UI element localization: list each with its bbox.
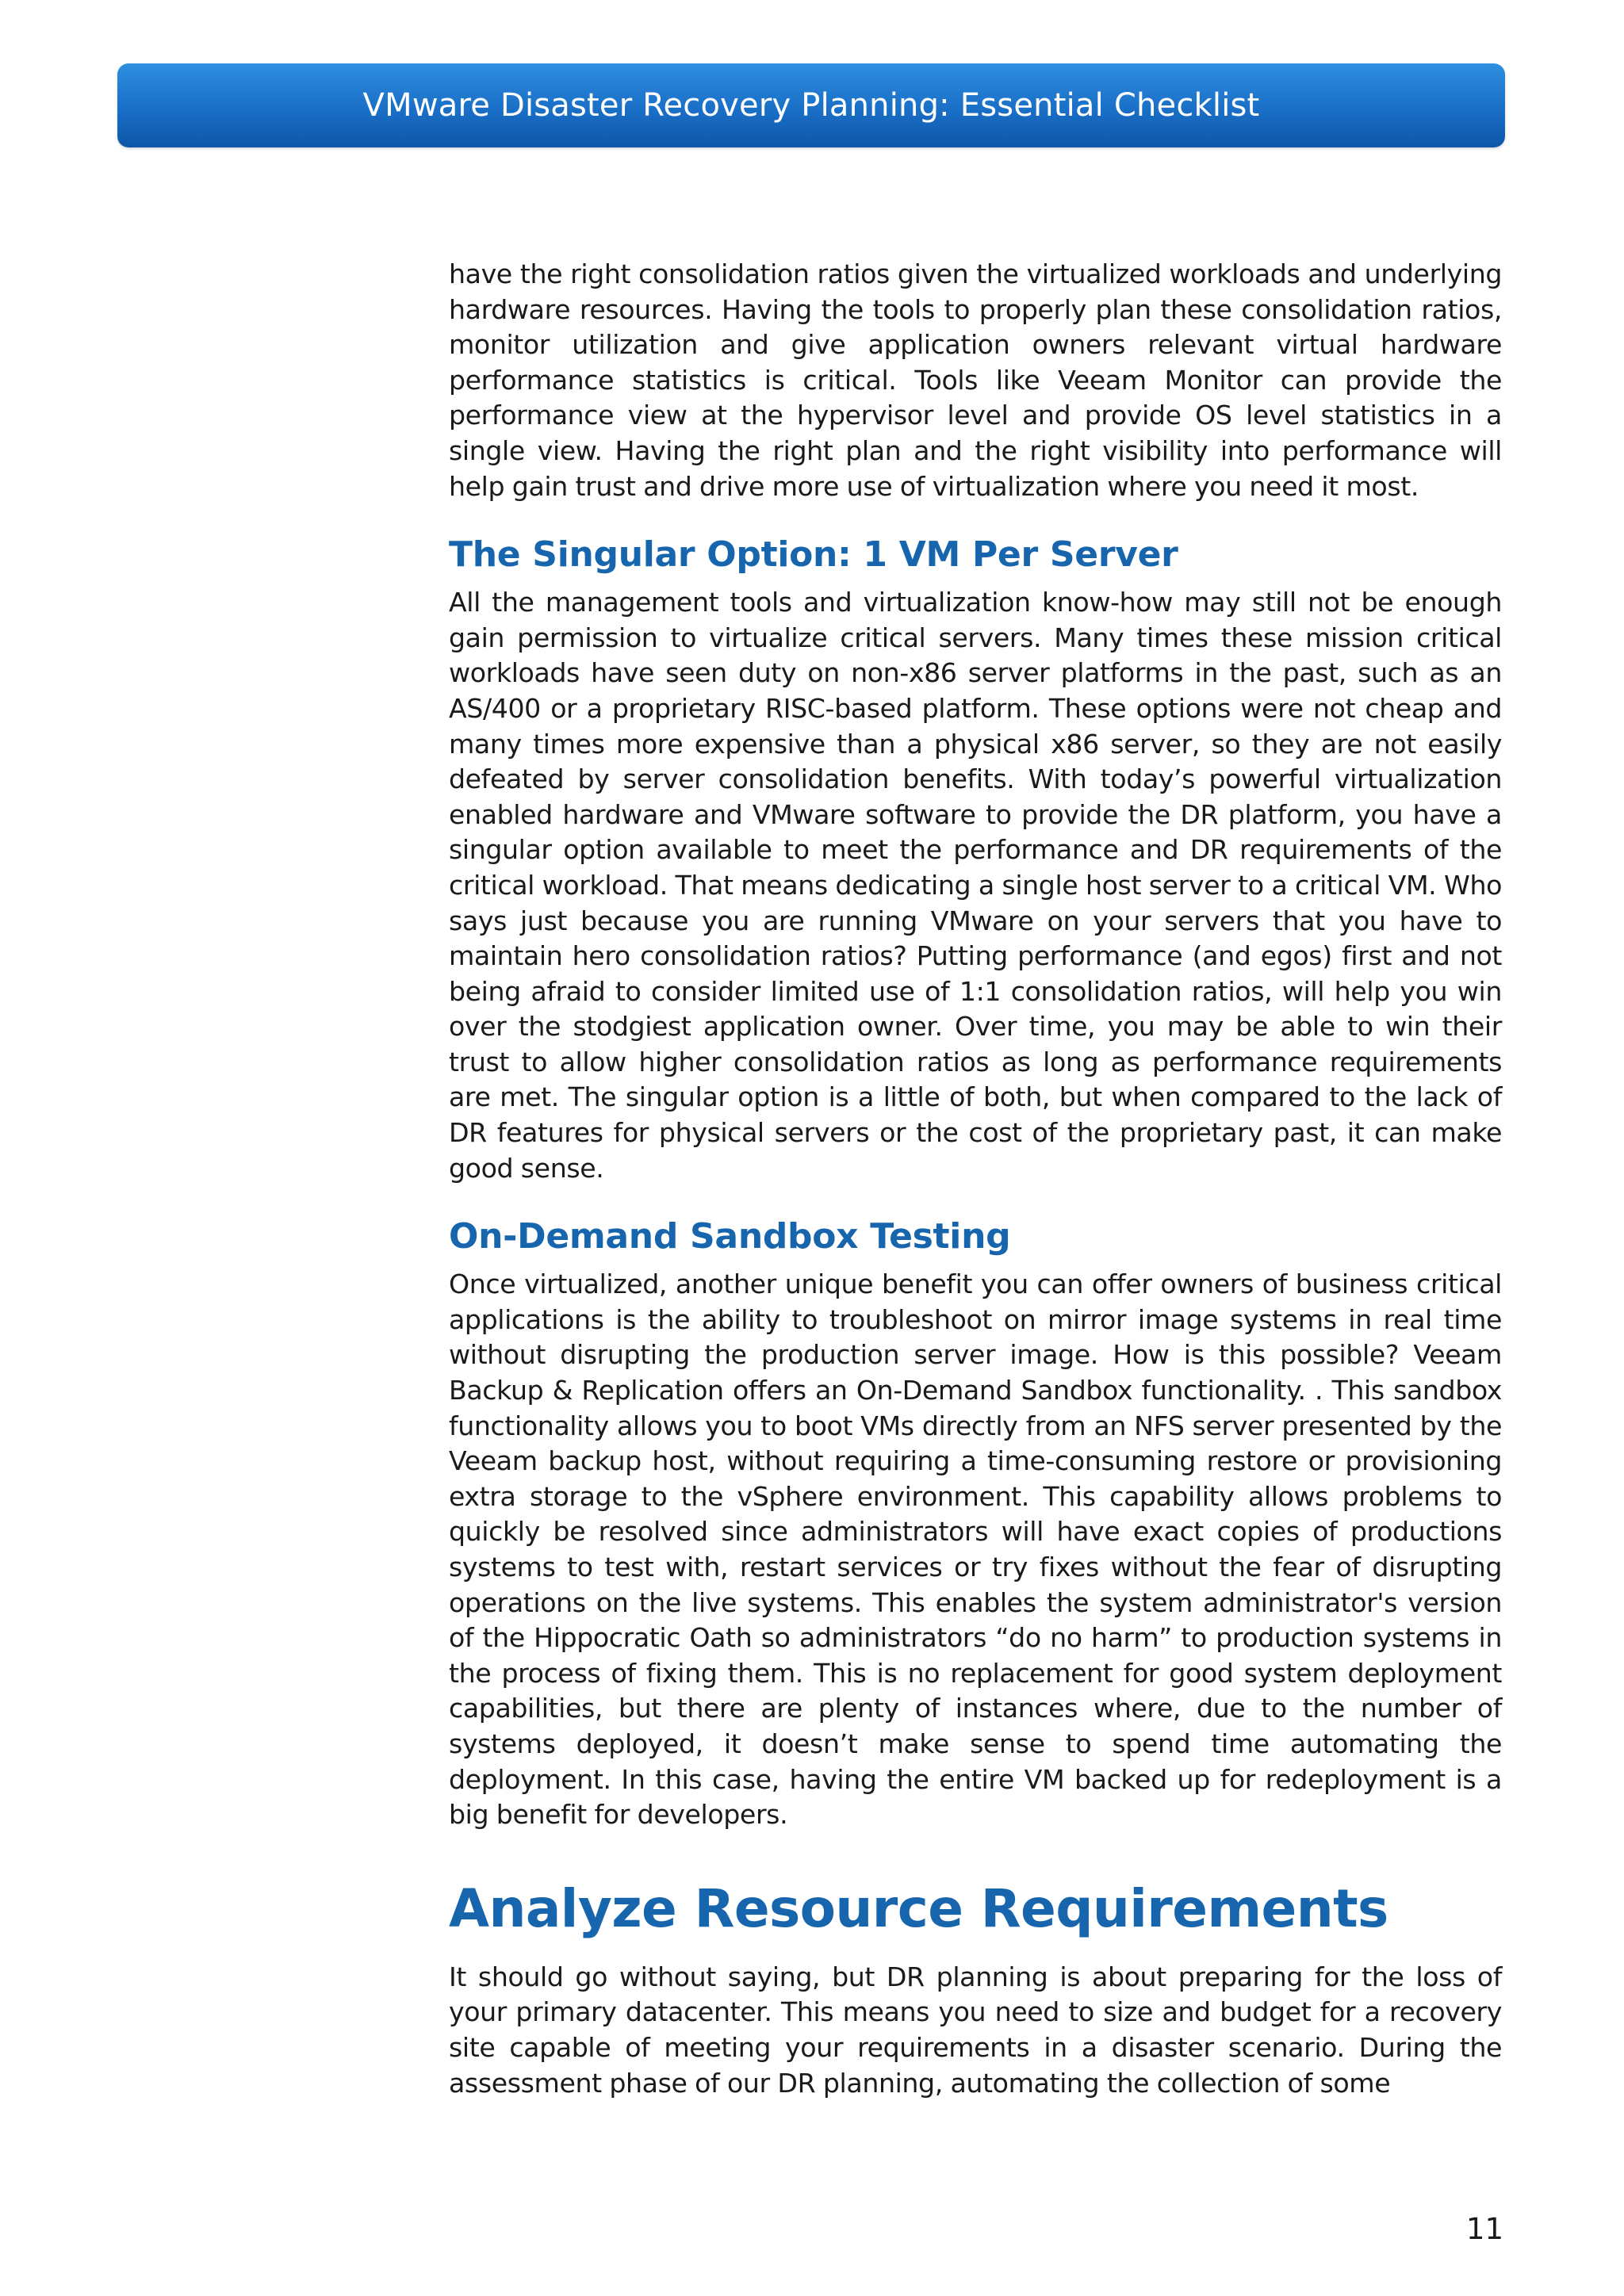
intro-paragraph: have the right consolidation ratios given the virtualized workloads and underlying hardware resources. Having the tools to properly plan these consolidation ratios, monitor utilization and give application owners relevant virtual hardware performance statistics is critical. Tools like Veeam Monitor can provide the performance view at the hypervisor level and provide OS level statistics in a single view. Having the right plan and the right visibility into performance will help gain trust and drive more use of virtualization where you need it most. (449, 258, 1502, 502)
section-heading-singular-option: The Singular Option: 1 VM Per Server (449, 534, 1178, 576)
section-body-analyze-resources: It should go without saying, but DR planning is about preparing for the loss of your primary datacenter. This means you need to size and budget for a recovery site capable of meeting your requirements in a disaster scenario. During the assessment phase of our DR planning, automating the collection of some (449, 1961, 1502, 2099)
header-title: VMware Disaster Recovery Planning: Essential Checklist (362, 87, 1260, 124)
section-heading-analyze-resources: Analyze Resource Requirements (449, 1877, 1388, 1939)
section-body-sandbox-testing: Once virtualized, another unique benefit you can offer owners of business critical applications is the ability to troubleshoot on mirror image systems in real time without disrupting the production server image. How is this possible? Veeam Backup & Replication offers an On-Demand Sandbox functionality. . This sandbox functionality allows you to boot VMs directly from an NFS server presented by the Veeam backup host, without requiring a time-consuming restore or provisioning extra storage to the vSphere environment. This capability allows problems to quickly be resolved since administrators will have exact copies of productions systems to test with, restart services or try fixes without the fear of disrupting operations on the live systems. This enables the system administrator's version of the Hippocratic Oath so administrators “do no harm” to production systems in the process of fixing them. This is no replacement for good system deployment capabilities, but there are plenty of instances where, due to the number of systems deployed, it doesn’t make sense to spend time automating the deployment. In this case, having the entire VM backed up for redeployment is a big benefit for developers. (449, 1269, 1502, 1831)
section-heading-sandbox-testing: On-Demand Sandbox Testing (449, 1216, 1011, 1257)
document-body (449, 257, 1502, 2101)
page-number: 11 (1465, 2212, 1503, 2246)
header-banner (117, 63, 1505, 147)
section-body-singular-option: All the management tools and virtualization know-how may still not be enough gain permission to virtualize critical servers. Many times these mission critical workloads have seen duty on non-x86 server platforms in the past, such as an AS/400 or a proprietary RISC-based platform. These options were not cheap and many times more expensive than a physical x86 server, so they are not easily defeated by server consolidation benefits. With today’s powerful virtualization enabled hardware and VMware software to provide the DR platform, you have a singular option available to meet the performance and DR requirements of the critical workload. That means dedicating a single host server to a critical VM. Who says just because you are running VMware on your servers that you have to maintain hero consolidation ratios? Putting performance (and egos) first and not being afraid to consider limited use of 1:1 consolidation ratios, will help you win over the stodgiest application owner. Over time, you may be able to win their trust to allow higher consolidation ratios as long as performance requirements are met. The singular option is a little of both, but when compared to the lack of DR features for physical servers or the cost of the proprietary past, it can make good sense. (449, 587, 1502, 1184)
